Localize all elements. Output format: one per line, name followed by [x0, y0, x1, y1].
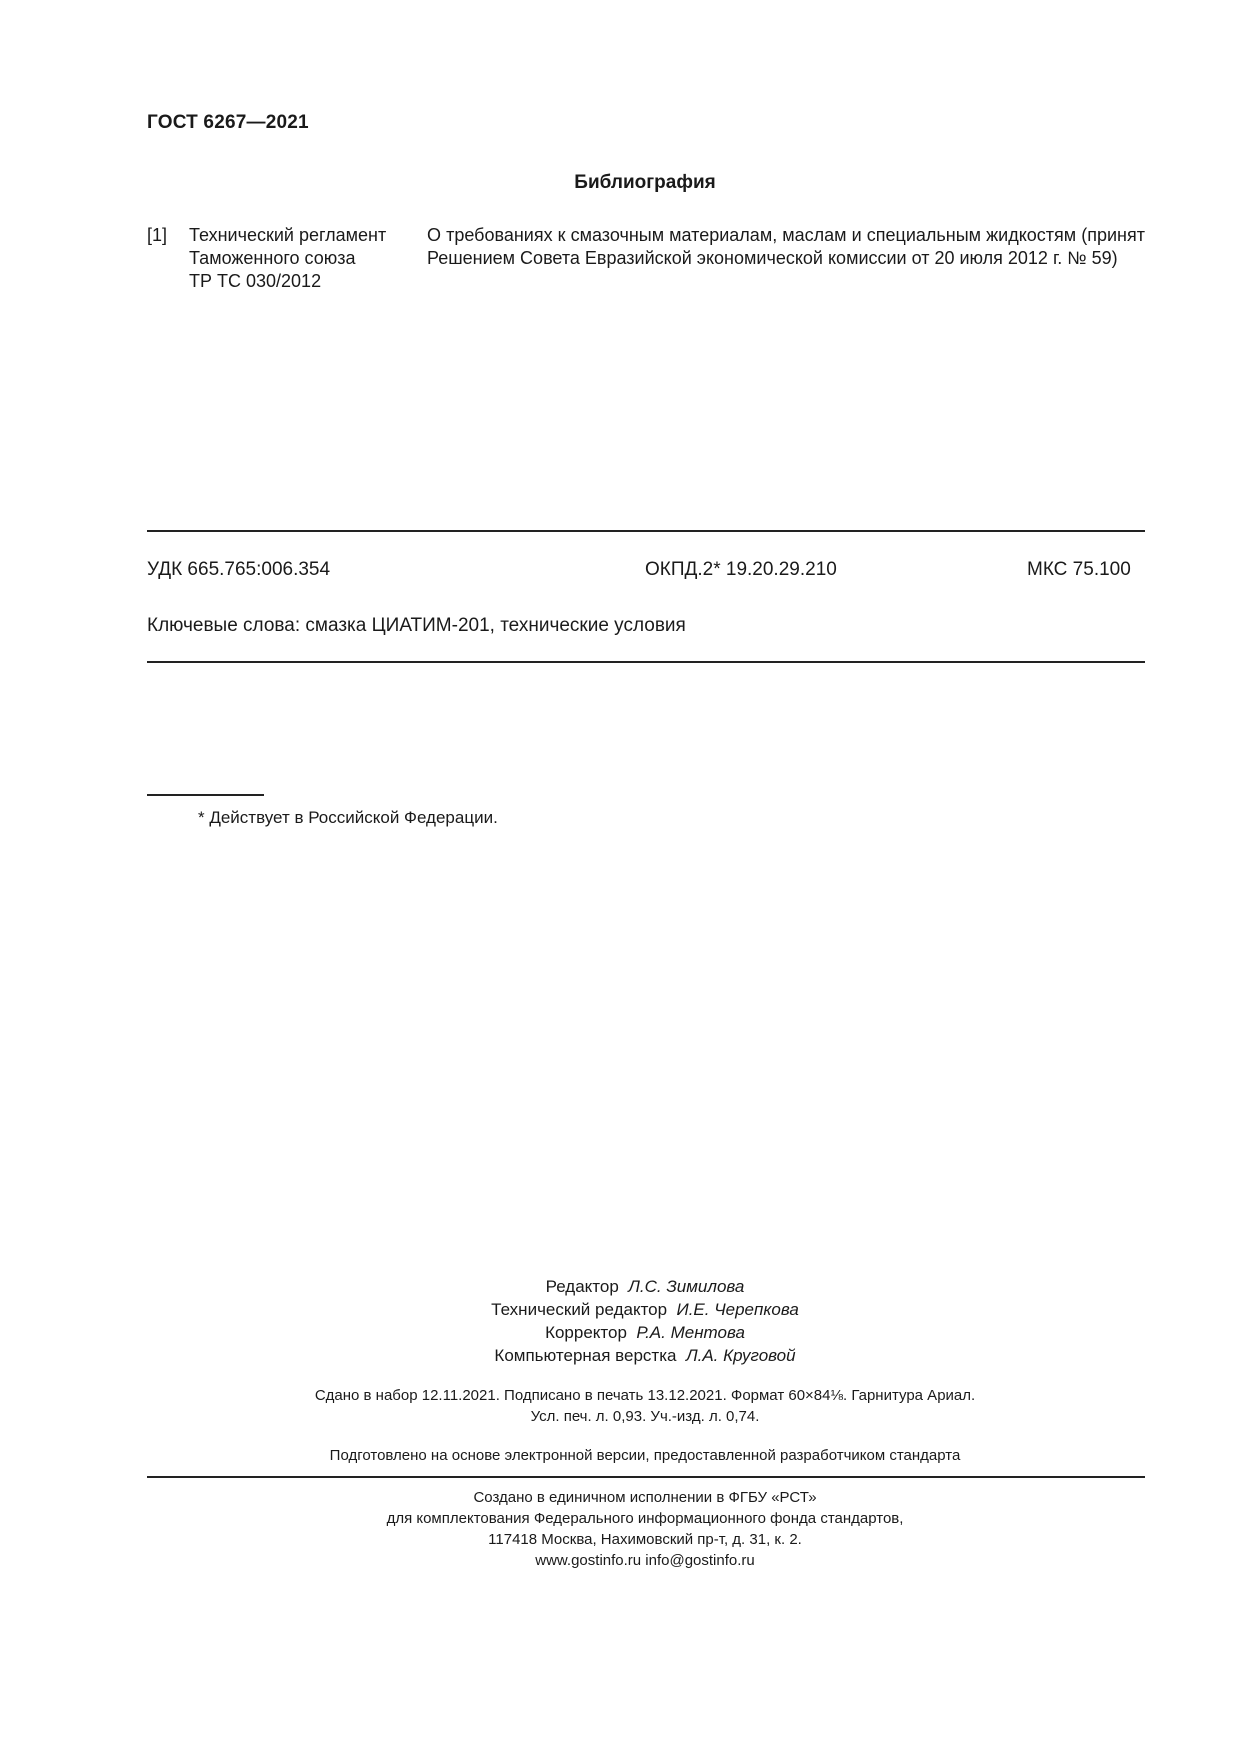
- created-line: для комплектования Федерального информационного фонда стандартов,: [386, 1510, 904, 1527]
- credit-row: [0, 1344, 1240, 1367]
- credit-row: [0, 1298, 1240, 1321]
- credit-name: Л.С. Зимилова: [628, 1277, 745, 1296]
- footnote-rule: [147, 794, 264, 796]
- udk-code: УДК 665.765:006.354: [147, 559, 331, 580]
- imprint-line: Усл. печ. л. 0,93. Уч.-изд. л. 0,74.: [530, 1408, 760, 1425]
- imprint: [0, 1385, 1240, 1427]
- credit-name: Л.А. Круговой: [685, 1346, 796, 1365]
- credit-name: И.Е. Черепкова: [676, 1300, 799, 1319]
- credit-role: Редактор: [545, 1277, 619, 1296]
- credits: [0, 1275, 1240, 1367]
- credit-role: Корректор: [545, 1323, 627, 1342]
- bibliography-entry-source: [189, 224, 419, 293]
- bibliography-title: Библиография: [574, 172, 716, 193]
- bibliography-source-line: ТР ТС 030/2012: [189, 271, 322, 291]
- mks-code: МКС 75.100: [1027, 559, 1131, 580]
- credit-role: Технический редактор: [491, 1300, 668, 1319]
- bibliography-entry-number: [1]: [147, 225, 168, 245]
- imprint-line: Сдано в набор 12.11.2021. Подписано в печать 13.12.2021. Формат 60×84⅛. Гарнитура Ариал.: [314, 1387, 976, 1404]
- keywords: Ключевые слова: смазка ЦИАТИМ-201, технические условия: [147, 615, 686, 636]
- credit-row: [0, 1275, 1240, 1298]
- okpd-code: ОКПД.2* 19.20.29.210: [645, 559, 837, 580]
- bibliography-source-line: Таможенного союза: [189, 248, 356, 268]
- created-line: Создано в единичном исполнении в ФГБУ «РСТ»: [473, 1489, 817, 1506]
- bibliography-source-line: Технический регламент: [189, 225, 387, 245]
- created-line: 117418 Москва, Нахимовский пр-т, д. 31, к. 2.: [488, 1531, 802, 1548]
- footnote: * Действует в Российской Федерации.: [198, 808, 498, 827]
- credit-row: [0, 1321, 1240, 1344]
- top-divider: [147, 530, 1145, 532]
- credit-name: Р.А. Ментова: [636, 1323, 745, 1342]
- imprint-divider: [147, 1476, 1145, 1478]
- created-block: [0, 1487, 1240, 1571]
- standard-id-header: ГОСТ 6267—2021: [147, 112, 309, 133]
- bibliography-entry-text: О требованиях к смазочным материалам, маслам и специальным жидкостям (принят Решением Совета Евразийской экономической комиссии от 20 июля 2012 г. № 59): [427, 225, 1145, 268]
- bottom-divider: [147, 661, 1145, 663]
- prepared-note: Подготовлено на основе электронной версии, предоставленной разработчиком стандарта: [329, 1447, 961, 1464]
- created-contacts: www.gostinfo.ru info@gostinfo.ru: [535, 1552, 755, 1569]
- credit-role: Компьютерная верстка: [494, 1346, 677, 1365]
